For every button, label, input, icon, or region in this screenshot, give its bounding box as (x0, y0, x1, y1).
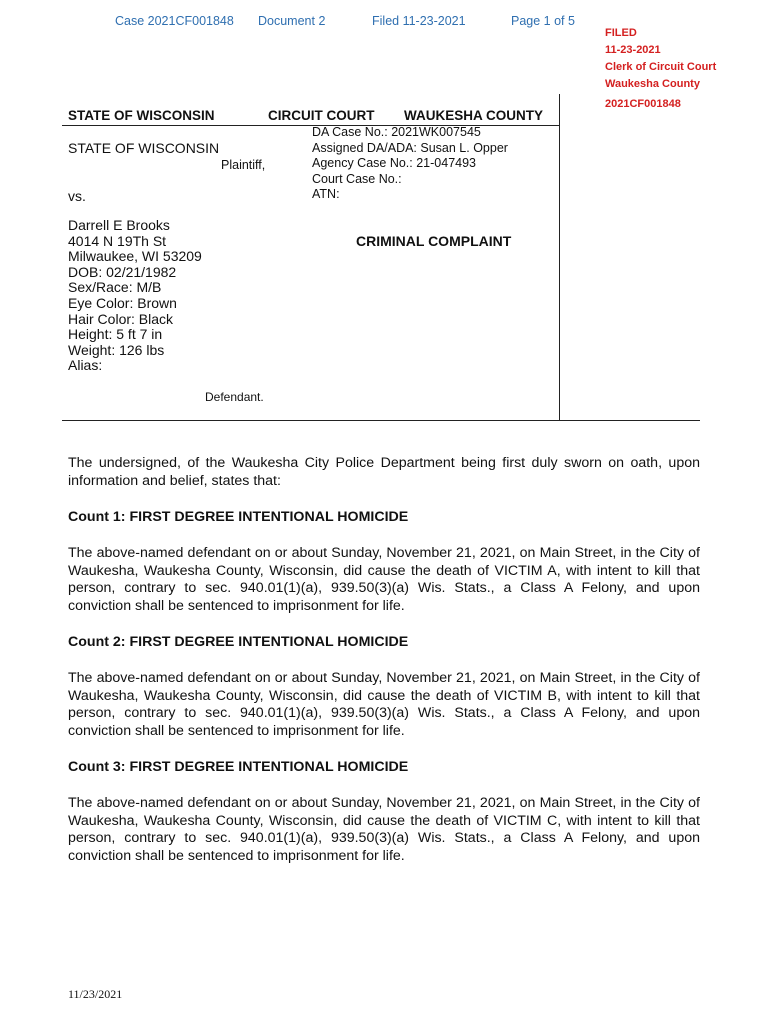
header-case-number: Case 2021CF001848 (115, 14, 234, 28)
defendant-address-city: Milwaukee, WI 53209 (68, 248, 202, 265)
count-3-text: The above-named defendant on or about Sunday, November 21, 2021, on Main Street, in the City of Waukesha, Waukesha County, Wisconsin, did cause the death of VICTIM C, with intent to kill that person, contrary to sec. 940.01(1)(a), 939.50(3)(a) Wis. Stats., a Class A Felony, and upon conviction shall be sentenced to imprisonment for life. (68, 795, 700, 864)
defendant-height: Height: 5 ft 7 in (68, 326, 163, 343)
count-2-heading: Count 2: FIRST DEGREE INTENTIONAL HOMICIDE (68, 634, 409, 650)
versus-label: vs. (68, 188, 86, 204)
count-3-heading: Count 3: FIRST DEGREE INTENTIONAL HOMICIDE (68, 759, 409, 775)
defendant-sex-race: Sex/Race: M/B (68, 279, 162, 296)
count-1-heading: Count 1: FIRST DEGREE INTENTIONAL HOMICIDE (68, 509, 409, 525)
defendant-eye-color: Eye Color: Brown (68, 294, 177, 311)
document-title: CRIMINAL COMPLAINT (356, 233, 512, 249)
header-filed-date: Filed 11-23-2021 (372, 14, 466, 28)
defendant-address-street: 4014 N 19Th St (68, 232, 167, 249)
defendant-weight: Weight: 126 lbs (68, 341, 165, 358)
defendant-hair-color: Hair Color: Black (68, 310, 174, 327)
defendant-role: Defendant. (205, 390, 264, 404)
case-info-block (312, 125, 508, 203)
case-info-assigned-da: Assigned DA/ADA: Susan L. Opper (312, 140, 508, 155)
caption-vertical-rule (559, 94, 560, 420)
count-2-text: The above-named defendant on or about Sunday, November 21, 2021, on Main Street, in the City of Waukesha, Waukesha County, Wisconsin, did cause the death of VICTIM B, with intent to kill that person, contrary to sec. 940.01(1)(a), 939.50(3)(a) Wis. Stats., a Class A Felony, and upon conviction shall be sentenced to imprisonment for life. (68, 670, 700, 739)
case-info-da-case: DA Case No.: 2021WK007545 (312, 125, 481, 139)
caption-county: WAUKESHA COUNTY (404, 108, 544, 123)
filed-stamp-county: Waukesha County (605, 78, 700, 90)
caption-bottom-rule (62, 420, 700, 421)
caption-court: CIRCUIT COURT (268, 108, 375, 123)
filed-stamp-case-number: 2021CF001848 (605, 98, 681, 110)
case-info-atn: ATN: (312, 187, 340, 202)
filed-stamp-date: 11-23-2021 (605, 44, 661, 56)
case-info-court-case: Court Case No.: (312, 171, 402, 186)
footer-date: 11/23/2021 (68, 987, 123, 1001)
intro-paragraph: The undersigned, of the Waukesha City Police Department being first duly sworn on oath, upon information and belief, states that: (68, 455, 700, 489)
header-document-number: Document 2 (258, 14, 326, 28)
defendant-name: Darrell E Brooks (68, 217, 170, 233)
count-1-text: The above-named defendant on or about Sunday, November 21, 2021, on Main Street, in the City of Waukesha, Waukesha County, Wisconsin, did cause the death of VICTIM A, with intent to kill that person, contrary to sec. 940.01(1)(a), 939.50(3)(a) Wis. Stats., a Class A Felony, and upon conviction shall be sentenced to imprisonment for life. (68, 545, 700, 614)
defendant-block (68, 218, 202, 374)
filed-stamp-clerk: Clerk of Circuit Court (605, 61, 717, 73)
case-info-agency-case: Agency Case No.: 21-047493 (312, 156, 476, 171)
caption-state: STATE OF WISCONSIN (68, 108, 215, 123)
defendant-alias: Alias: (68, 357, 103, 374)
plaintiff-name: STATE OF WISCONSIN (68, 140, 220, 156)
plaintiff-role: Plaintiff, (221, 158, 266, 172)
defendant-dob: DOB: 02/21/1982 (68, 263, 177, 280)
header-page-number: Page 1 of 5 (511, 14, 575, 28)
filed-stamp-status: FILED (605, 27, 637, 39)
